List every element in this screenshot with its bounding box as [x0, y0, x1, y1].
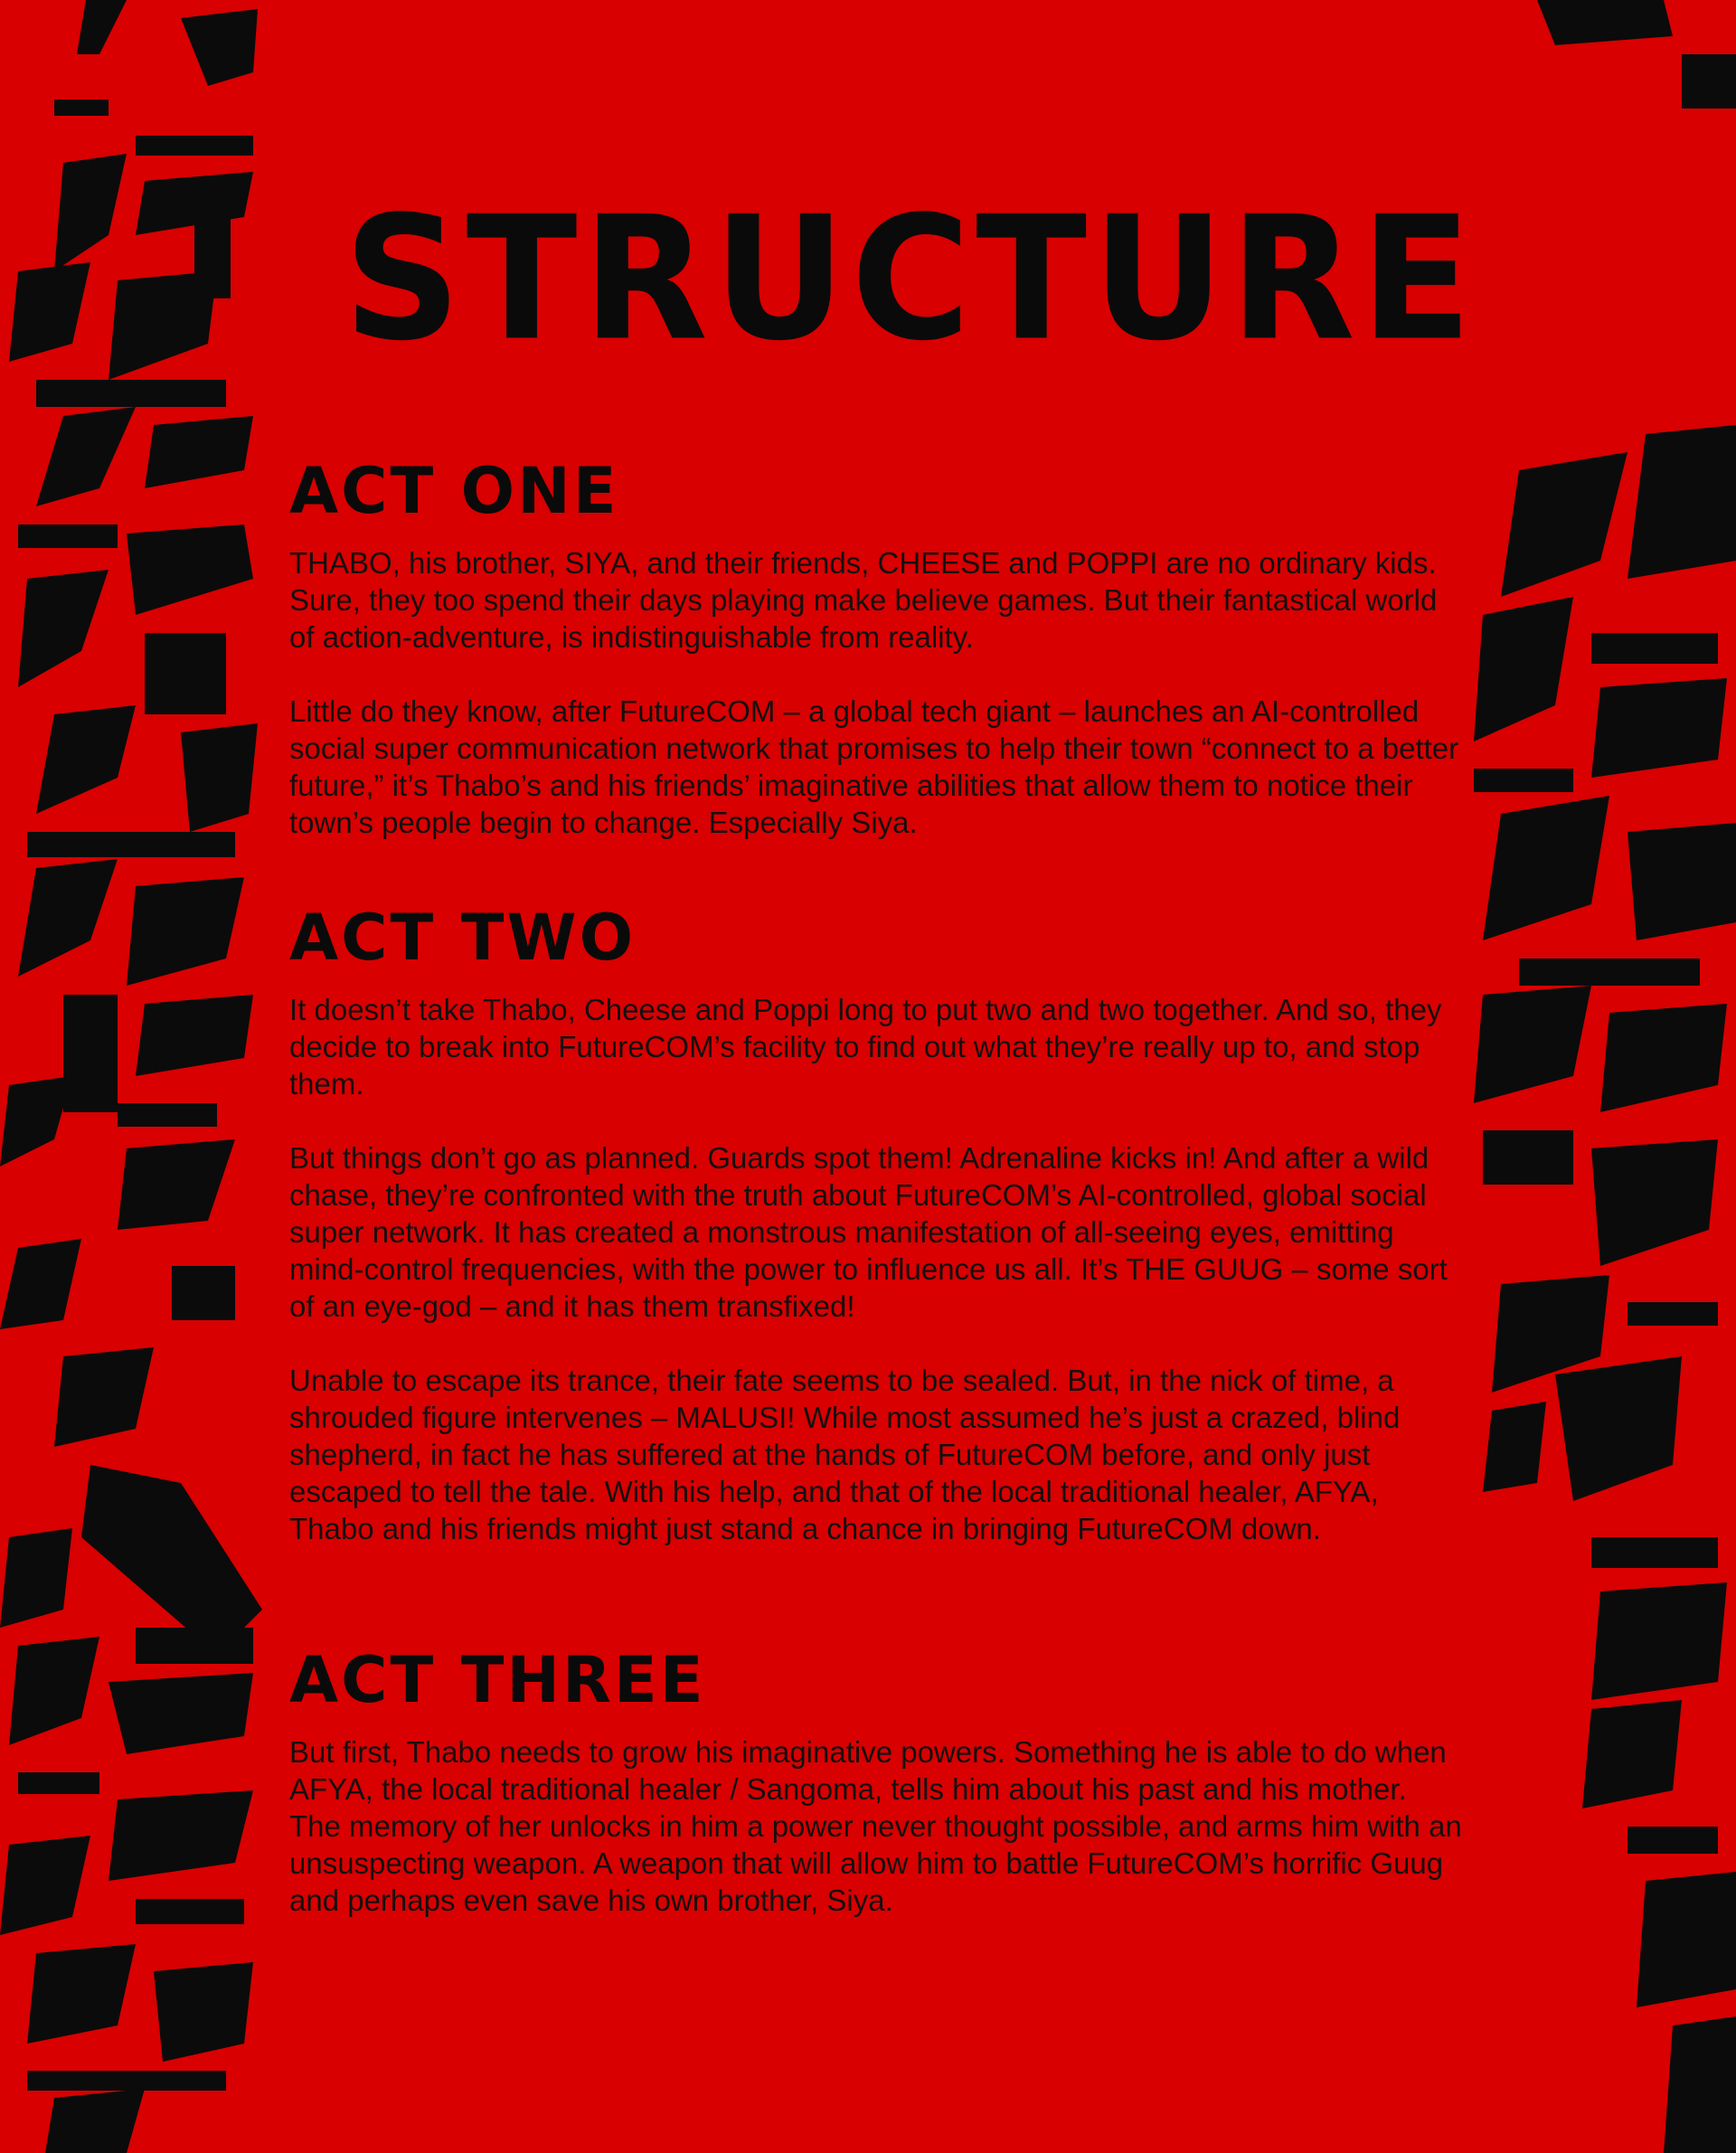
act-three-paragraph-1: But first, Thabo needs to grow his imaginative powers. Something he is able to do when AFYA, the local traditional healer / Sangoma, tells him about his past and his mother. The memory of her unlocks in him a power never thought possible, and arms him with an unsuspecting weapon. A weapon that will allow him to battle FutureCOM’s horrific Guug and perhaps even save his own brother, Siya. [289, 1735, 1462, 1917]
main-content [289, 0, 1477, 2153]
act-two-paragraph-3: Unable to escape its trance, their fate seems to be sealed. But, in the nick of time, a shrouded figure intervenes – MALUSI! While most assumed he’s just a crazed, blind shepherd, in fact he has suffered at the hands of FutureCOM before, and only just escaped to tell the tale. With his help, and that of the local traditional healer, AFYA, Thabo and his friends might just stand a chance in bringing FutureCOM down. [289, 1364, 1401, 1545]
page-title: STRUCTURE [344, 180, 1477, 379]
act-three-section [289, 1643, 1465, 1919]
act-two-paragraph-2: But things don’t go as planned. Guards spot them! Adrenaline kicks in! And after a wild chase, they’re confronted with the truth about FutureCOM’s AI-controlled, global social super network. It has created a monstrous manifestation of all-seeing eyes, emitting mind-control frequencies, with the power to influence us all. It’s THE GUUG – some sort of an eye-god – and it has them transfixed! [289, 1141, 1448, 1323]
left-glyph-art [0, 0, 262, 2153]
act-one-heading: ACT ONE [289, 454, 619, 528]
act-two-paragraph-1: It doesn’t take Thabo, Cheese and Poppi long to put two and two together. And so, they decide to break into FutureCOM’s facility to find out what they’re really up to, and stop them. [289, 993, 1442, 1100]
right-glyph-decoration [1465, 0, 1736, 2153]
act-one-paragraph-1: THABO, his brother, SIYA, and their friends, CHEESE and POPPI are no ordinary kids. Sure, they too spend their days playing make believe games. But their fantastical world of action-adventure, is indistinguishable from reality. [289, 546, 1438, 654]
act-one-section [289, 454, 1465, 841]
left-glyph-decoration [0, 0, 262, 2153]
act-two-heading: ACT TWO [289, 901, 637, 975]
act-one-body [289, 544, 1465, 841]
right-glyph-art [1465, 0, 1736, 2153]
act-two-section [289, 901, 1465, 1547]
act-two-body [289, 991, 1465, 1547]
act-one-paragraph-2: Little do they know, after FutureCOM – a global tech giant – launches an AI-controlled social super communication network that promises to help their town “connect to a better future,” it’s Thabo’s and his friends’ imaginative abilities that allow them to notice their town’s people begin to change. Especially Siya. [289, 694, 1459, 839]
act-three-body [289, 1733, 1465, 1919]
act-three-heading: ACT THREE [289, 1643, 706, 1717]
